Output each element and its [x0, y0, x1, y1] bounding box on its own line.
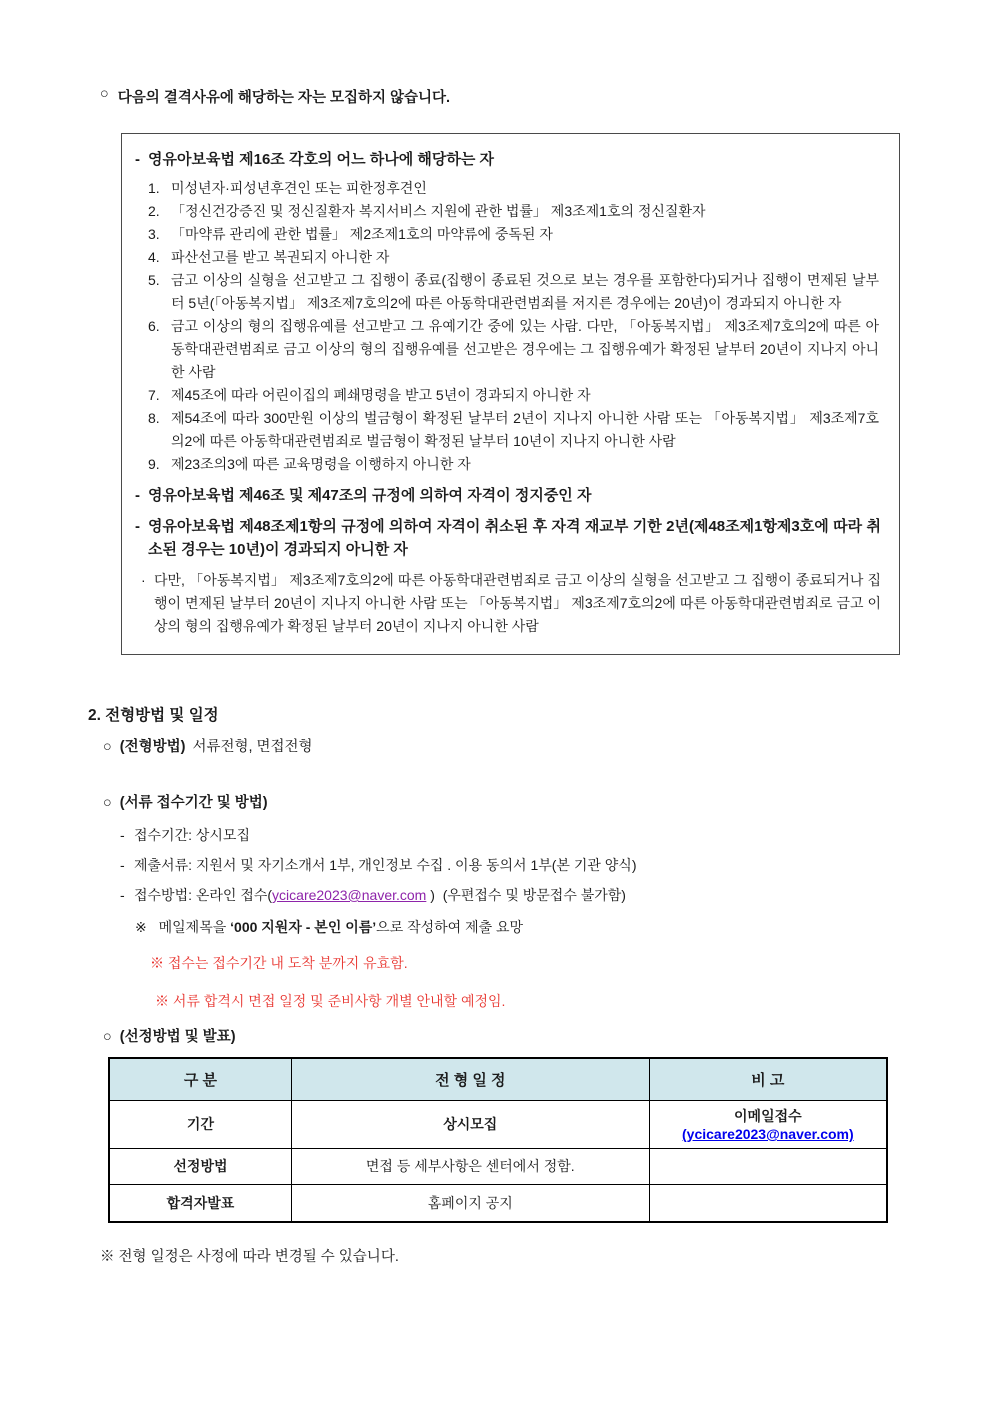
- law-item-4: 4. 파산선고를 받고 복권되지 아니한 자: [148, 249, 390, 265]
- table-row-selection-method: [109, 1148, 887, 1184]
- section-title-selection-method: 2. 전형방법 및 일정: [88, 707, 219, 724]
- method-label: (전형방법): [119, 739, 186, 755]
- circle-bullet-icon: ○: [103, 1029, 112, 1045]
- receipt-heading-line: [103, 793, 904, 813]
- row-schedule: 면접 등 세부사항은 센터에서 정함.: [291, 1148, 649, 1184]
- law-item-1: 1. 미성년자·피성년후견인 또는 피한정후견인: [148, 180, 427, 196]
- row-category: 기간: [109, 1100, 291, 1148]
- schedule-change-footnote: ※ 전형 일정은 사정에 따라 변경될 수 있습니다.: [100, 1249, 399, 1265]
- circle-bullet-icon: ○: [103, 739, 112, 755]
- dash-bullet-icon: -: [135, 151, 140, 168]
- column-header-category: 구 분: [109, 1058, 291, 1100]
- reference-mark-icon: ※: [135, 919, 147, 935]
- table-row-result-announcement: [109, 1184, 887, 1222]
- row-note: [649, 1184, 887, 1222]
- receipt-period-text: 접수기간: 상시모집: [134, 827, 250, 843]
- dot-bullet-icon: ·: [141, 572, 146, 588]
- receipt-method-text: 접수방법: 온라인 접수(ycicare2023@naver.com ) (우편접수 및 방문접수 불가함): [134, 887, 626, 903]
- red-note-interview-guidance: ※ 서류 합격시 면접 일정 및 준비사항 개별 안내할 예정임.: [155, 993, 506, 1009]
- dash-bullet-icon: -: [135, 487, 140, 504]
- law-item-6: 6. 금고 이상의 형의 집행유예를 선고받고 그 유예기간 중에 있는 사람. 다만, 「아동복지법」 제3조제7호의2에 따른 아동학대관련범죄로 금고 이상의 형의 집행유예를 선고받은 경우에는 그 집행유예가 확정된 날부터 20년이 지나지 아니한 사람: [148, 318, 879, 380]
- law-heading-article16: - 영유아보육법 제16조 각호의 어느 하나에 해당하는 자: [135, 148, 881, 171]
- law-item-8: 8. 제54조에 따라 300만원 이상의 벌금형이 확정된 날부터 2년이 지나지 아니한 사람 또는 「아동복지법」 제3조제7호의2에 따른 아동학대관련범죄로 벌금형이 확정된 날부터 10년이 지나지 아니한 사람: [148, 410, 879, 449]
- row-category: 합격자발표: [109, 1184, 291, 1222]
- law-item-9: 9. 제23조의3에 따른 교육명령을 이행하지 아니한 자: [148, 456, 471, 472]
- red-note-deadline: ※ 접수는 접수기간 내 도착 분까지 유효함.: [150, 955, 408, 971]
- disqualification-intro-text: 다음의 결격사유에 해당하는 자는 모집하지 않습니다.: [117, 90, 451, 106]
- law-heading-article46-47: - 영유아보육법 제46조 및 제47조의 규정에 의하여 자격이 정지중인 자: [135, 484, 881, 507]
- email-link[interactable]: ycicare2023@naver.com: [272, 887, 427, 903]
- receipt-period-line: [120, 825, 904, 845]
- row-note: [649, 1148, 887, 1184]
- row-schedule: 홈페이지 공지: [291, 1184, 649, 1222]
- email-receipt-label: 이메일접수: [734, 1108, 802, 1124]
- row-note: [649, 1100, 887, 1148]
- email-link-table[interactable]: (ycicare2023@naver.com): [682, 1126, 854, 1142]
- law-exception-note: · 다만, 「아동복지법」 제3조제7호의2에 따른 아동학대관련범죄로 금고 이상의 실형을 선고받고 그 집행이 종료되거나 집행이 면제된 날부터 20년이 지나지 아니한 사람 또는 「아동복지법」 제3조제7호의2에 따른 아동학대관련범죄로 금고 이상의 형의 집행유예가 확정된 날부터 20년이 지나지 아니한 사람: [135, 569, 881, 638]
- law-item-list: [135, 177, 881, 476]
- column-header-note: 비 고: [649, 1058, 887, 1100]
- column-header-schedule: 전 형 일 정: [291, 1058, 649, 1100]
- law-item-5: 5. 금고 이상의 실형을 선고받고 그 집행이 종료(집행이 종료된 것으로 보는 경우를 포함한다)되거나 집행이 면제된 날부터 5년(「아동복지법」 제3조제7호의2에 따른 아동학대관련범죄를 저지른 경우에는 20년)이 경과되지 아니한 자: [148, 272, 879, 311]
- selection-method-line: [103, 737, 904, 757]
- method-value: 서류전형, 면접전형: [192, 739, 313, 755]
- law-item-7: 7. 제45조에 따라 어린이집의 폐쇄명령을 받고 5년이 경과되지 아니한 자: [148, 387, 591, 403]
- dash-bullet-icon: -: [135, 518, 140, 535]
- disqualification-box: [121, 133, 900, 655]
- disqualification-intro: [100, 86, 904, 107]
- law-heading-article48: - 영유아보육법 제48조제1항의 규정에 의하여 자격이 취소된 후 자격 재교부 기한 2년(제48조제1항제3호에 따라 취소된 경우는 10년)이 경과되지 아니한 자: [135, 515, 881, 561]
- mail-subject-format: ‘000 지원자 - 본인 이름’: [230, 919, 377, 935]
- receipt-method-line: [120, 885, 904, 905]
- selection-announcement-heading-line: [103, 1027, 904, 1047]
- mail-subject-instruction: ※ 메일제목을 ‘000 지원자 - 본인 이름’으로 작성하여 제출 요망: [135, 919, 524, 935]
- dash-bullet-icon: -: [120, 857, 125, 873]
- circle-bullet-icon: ○: [103, 795, 112, 811]
- row-category: 선정방법: [109, 1148, 291, 1184]
- circle-bullet-icon: ○: [100, 86, 109, 102]
- table-header-row: [109, 1058, 887, 1100]
- required-documents-text: 제출서류: 지원서 및 자기소개서 1부, 개인정보 수집 . 이용 동의서 1부(본 기관 양식): [134, 857, 637, 873]
- row-schedule: 상시모집: [291, 1100, 649, 1148]
- law-item-3: 3. 「마약류 관리에 관한 법률」 제2조제1호의 마약류에 중독된 자: [148, 226, 553, 242]
- dash-bullet-icon: -: [120, 887, 125, 903]
- table-row-period: [109, 1100, 887, 1148]
- selection-schedule-table: [108, 1057, 888, 1223]
- receipt-heading: (서류 접수기간 및 방법): [119, 795, 268, 811]
- selection-announcement-heading: (선정방법 및 발표): [119, 1029, 236, 1045]
- dash-bullet-icon: -: [120, 827, 125, 843]
- required-documents-line: [120, 855, 904, 875]
- law-item-2: 2. 「정신건강증진 및 정신질환자 복지서비스 지원에 관한 법률」 제3조제1호의 정신질환자: [148, 203, 706, 219]
